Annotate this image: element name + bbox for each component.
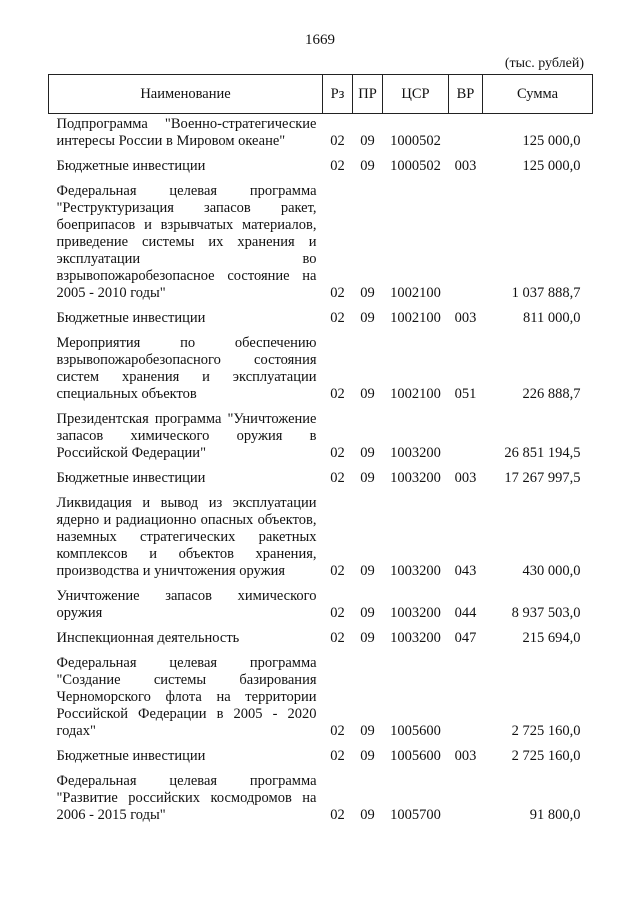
row-csr: 1003200 (390, 630, 441, 646)
row-name: Федеральная целевая программа "Реструктуризация запасов ракет, боеприпасов и взрывчатых материалов, приведение системы их хранения и эксплуатации во взрывопожаробезопасное состояние на 2005 - 2010 годы" (56, 183, 317, 301)
row-pr: 09 (360, 563, 375, 579)
row-sum: 430 000,0 (522, 563, 581, 579)
row-pr: 09 (360, 470, 375, 486)
row-sum: 215 694,0 (522, 630, 581, 646)
row-rz: 02 (330, 563, 345, 579)
row-name: Бюджетные инвестиции (56, 158, 206, 174)
row-name: Мероприятия по обеспечению взрывопожаробезопасного состояния систем хранения и эксплуатации специальных объектов (56, 335, 317, 402)
row-name: Инспекционная деятельность (56, 630, 240, 646)
row-vr (449, 653, 483, 746)
row-vr: 003 (454, 310, 477, 326)
table-row (49, 468, 593, 493)
budget-table (48, 74, 593, 830)
row-sum: 2 725 160,0 (511, 748, 581, 764)
row-pr: 09 (360, 445, 375, 461)
table-row (49, 628, 593, 653)
row-csr: 1005700 (390, 807, 441, 823)
row-sum: 26 851 194,5 (504, 445, 581, 461)
row-csr: 1002100 (390, 285, 441, 301)
row-csr: 1000502 (390, 158, 441, 174)
row-name: Ликвидация и вывод из эксплуатации ядерно и радиационно опасных объектов, наземных стратегических ракетных комплексов и объектов хранения, производства и уничтожения оружия (56, 495, 317, 579)
row-name: Бюджетные инвестиции (56, 748, 206, 764)
row-sum: 91 800,0 (529, 807, 581, 823)
row-pr: 09 (360, 310, 375, 326)
row-rz: 02 (330, 605, 345, 621)
row-csr: 1003200 (390, 605, 441, 621)
table-row (49, 771, 593, 830)
row-vr (449, 409, 483, 468)
row-vr: 051 (454, 386, 477, 402)
row-vr (449, 771, 483, 830)
row-vr: 003 (454, 158, 477, 174)
row-rz: 02 (330, 807, 345, 823)
units-label: (тыс. рублей) (504, 56, 584, 71)
row-rz: 02 (330, 158, 345, 174)
row-csr: 1003200 (390, 445, 441, 461)
row-sum: 125 000,0 (522, 133, 581, 149)
table-row (49, 333, 593, 409)
row-sum: 2 725 160,0 (511, 723, 581, 739)
row-vr: 003 (454, 748, 477, 764)
row-vr: 043 (454, 563, 477, 579)
row-name: Подпрограмма "Военно-стратегические интересы России в Мировом океане" (56, 116, 317, 149)
row-vr: 044 (454, 605, 477, 621)
row-sum: 8 937 503,0 (511, 605, 581, 621)
column-header-rz: Рз (323, 75, 353, 114)
row-sum: 125 000,0 (522, 158, 581, 174)
table-row (49, 746, 593, 771)
column-header-csr: ЦСР (383, 75, 449, 114)
row-name: Федеральная целевая программа "Создание системы базирования Черноморского флота на территории Российской Федерации в 2005 - 2020 годах" (56, 655, 317, 739)
row-csr: 1002100 (390, 386, 441, 402)
row-vr: 047 (454, 630, 477, 646)
row-sum: 226 888,7 (522, 386, 581, 402)
row-pr: 09 (360, 807, 375, 823)
page-number: 1669 (305, 32, 335, 48)
table-row (49, 308, 593, 333)
table-row (49, 156, 593, 181)
row-vr (449, 181, 483, 308)
row-name: Президентская программа "Уничтожение запасов химического оружия в Российской Федерации" (56, 411, 317, 461)
row-pr: 09 (360, 133, 375, 149)
row-rz: 02 (330, 133, 345, 149)
table-row (49, 586, 593, 628)
row-pr: 09 (360, 630, 375, 646)
row-vr (449, 114, 483, 157)
row-pr: 09 (360, 386, 375, 402)
row-rz: 02 (330, 630, 345, 646)
row-pr: 09 (360, 723, 375, 739)
row-vr: 003 (454, 470, 477, 486)
table-row (49, 114, 593, 157)
column-header-name: Наименование (49, 75, 323, 114)
row-csr: 1003200 (390, 470, 441, 486)
column-header-pr: ПР (353, 75, 383, 114)
table-row (49, 653, 593, 746)
row-rz: 02 (330, 445, 345, 461)
row-name: Бюджетные инвестиции (56, 310, 206, 326)
row-rz: 02 (330, 748, 345, 764)
row-name: Уничтожение запасов химического оружия (56, 588, 317, 621)
row-csr: 1005600 (390, 723, 441, 739)
column-header-sum: Сумма (483, 75, 593, 114)
row-name: Федеральная целевая программа "Развитие российских космодромов на 2006 - 2015 годы" (56, 773, 317, 823)
row-pr: 09 (360, 748, 375, 764)
row-pr: 09 (360, 285, 375, 301)
row-rz: 02 (330, 310, 345, 326)
table-row (49, 409, 593, 468)
row-csr: 1005600 (390, 748, 441, 764)
row-rz: 02 (330, 470, 345, 486)
row-sum: 17 267 997,5 (504, 470, 581, 486)
row-rz: 02 (330, 285, 345, 301)
row-sum: 1 037 888,7 (511, 285, 581, 301)
row-csr: 1003200 (390, 563, 441, 579)
row-name: Бюджетные инвестиции (56, 470, 206, 486)
column-header-vr: ВР (449, 75, 483, 114)
row-rz: 02 (330, 723, 345, 739)
row-sum: 811 000,0 (523, 310, 581, 326)
table-row (49, 493, 593, 586)
row-csr: 1000502 (390, 133, 441, 149)
row-pr: 09 (360, 158, 375, 174)
row-pr: 09 (360, 605, 375, 621)
row-csr: 1002100 (390, 310, 441, 326)
table-row (49, 181, 593, 308)
row-rz: 02 (330, 386, 345, 402)
table-header (49, 75, 593, 114)
